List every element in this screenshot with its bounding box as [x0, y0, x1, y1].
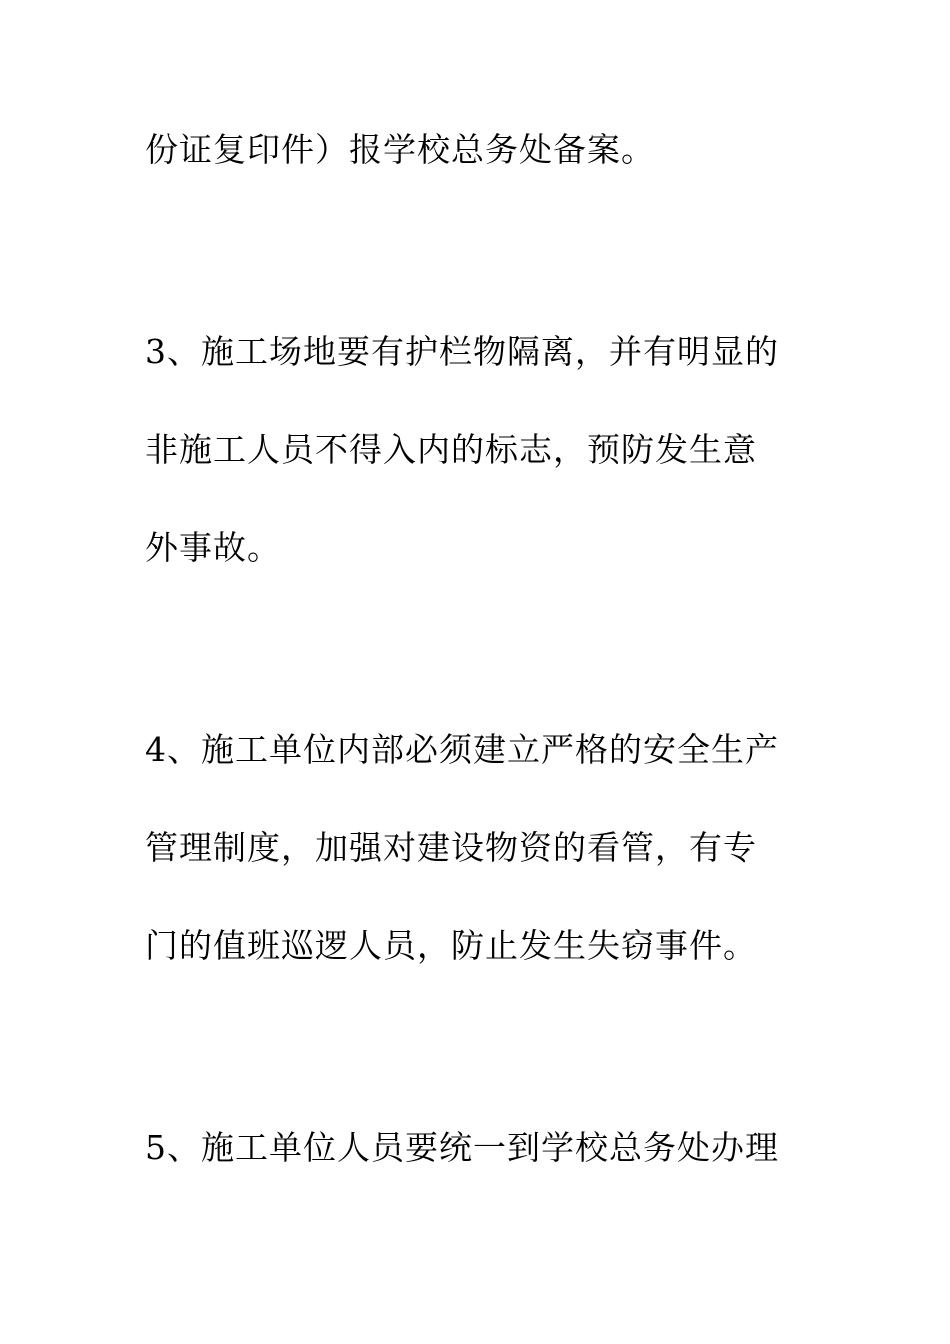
paragraph-line: 外事故。 — [145, 528, 281, 567]
paragraph-line: 5、施工单位人员要统一到学校总务处办理 — [145, 1128, 779, 1167]
paragraph-line: 3、施工场地要有护栏物隔离，并有明显的 — [145, 332, 779, 371]
paragraph-line: 份证复印件）报学校总务处备案。 — [145, 130, 655, 169]
paragraph-line: 4、施工单位内部必须建立严格的安全生产 — [145, 730, 779, 769]
paragraph-line: 非施工人员不得入内的标志，预防发生意 — [145, 430, 757, 469]
paragraph-line: 门的值班巡逻人员，防止发生失窃事件。 — [145, 926, 757, 965]
paragraph-line: 管理制度，加强对建设物资的看管，有专 — [145, 828, 757, 867]
